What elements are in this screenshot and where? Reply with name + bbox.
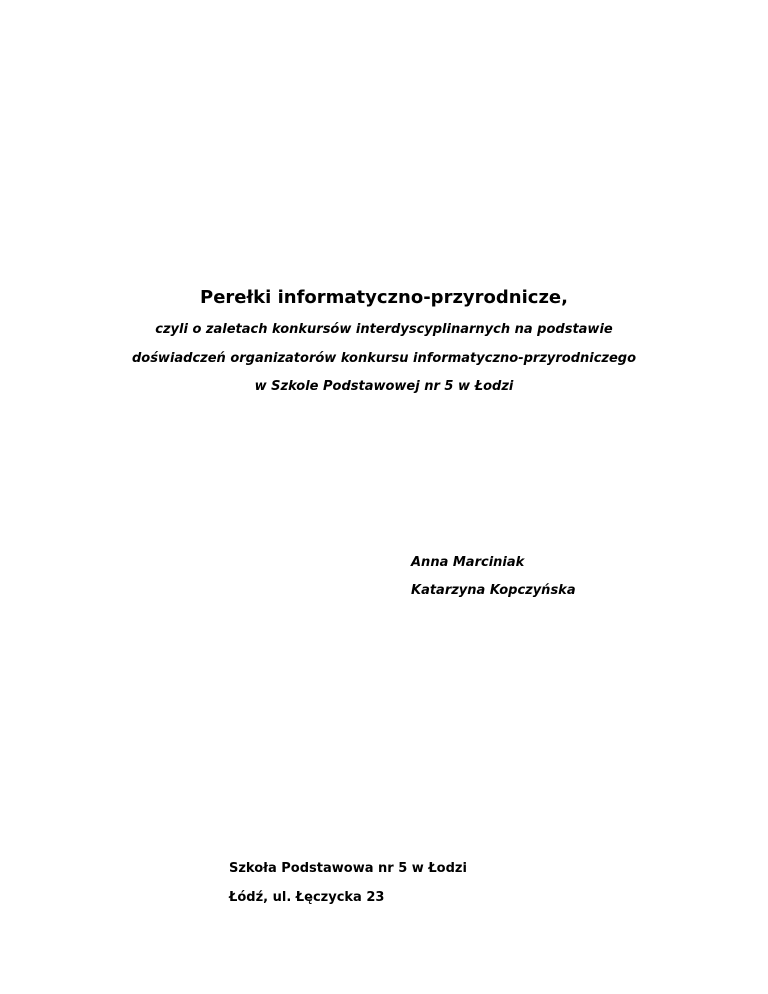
author-name-2: Katarzyna Kopczyńska <box>411 583 576 598</box>
school-address: Łódź, ul. Łęczycka 23 <box>229 890 385 905</box>
subtitle-line-3: w Szkole Podstawowej nr 5 w Łodzi <box>254 379 514 394</box>
author-name-1: Anna Marciniak <box>411 555 525 570</box>
document-title: Perełki informatyczno-przyrodnicze, <box>200 287 568 308</box>
subtitle-line-1: czyli o zaletach konkursów interdyscyplinarnych na podstawie <box>155 322 613 337</box>
subtitle-line-2: doświadczeń organizatorów konkursu informatyczno-przyrodniczego <box>131 351 637 366</box>
school-name: Szkoła Podstawowa nr 5 w Łodzi <box>229 861 467 876</box>
